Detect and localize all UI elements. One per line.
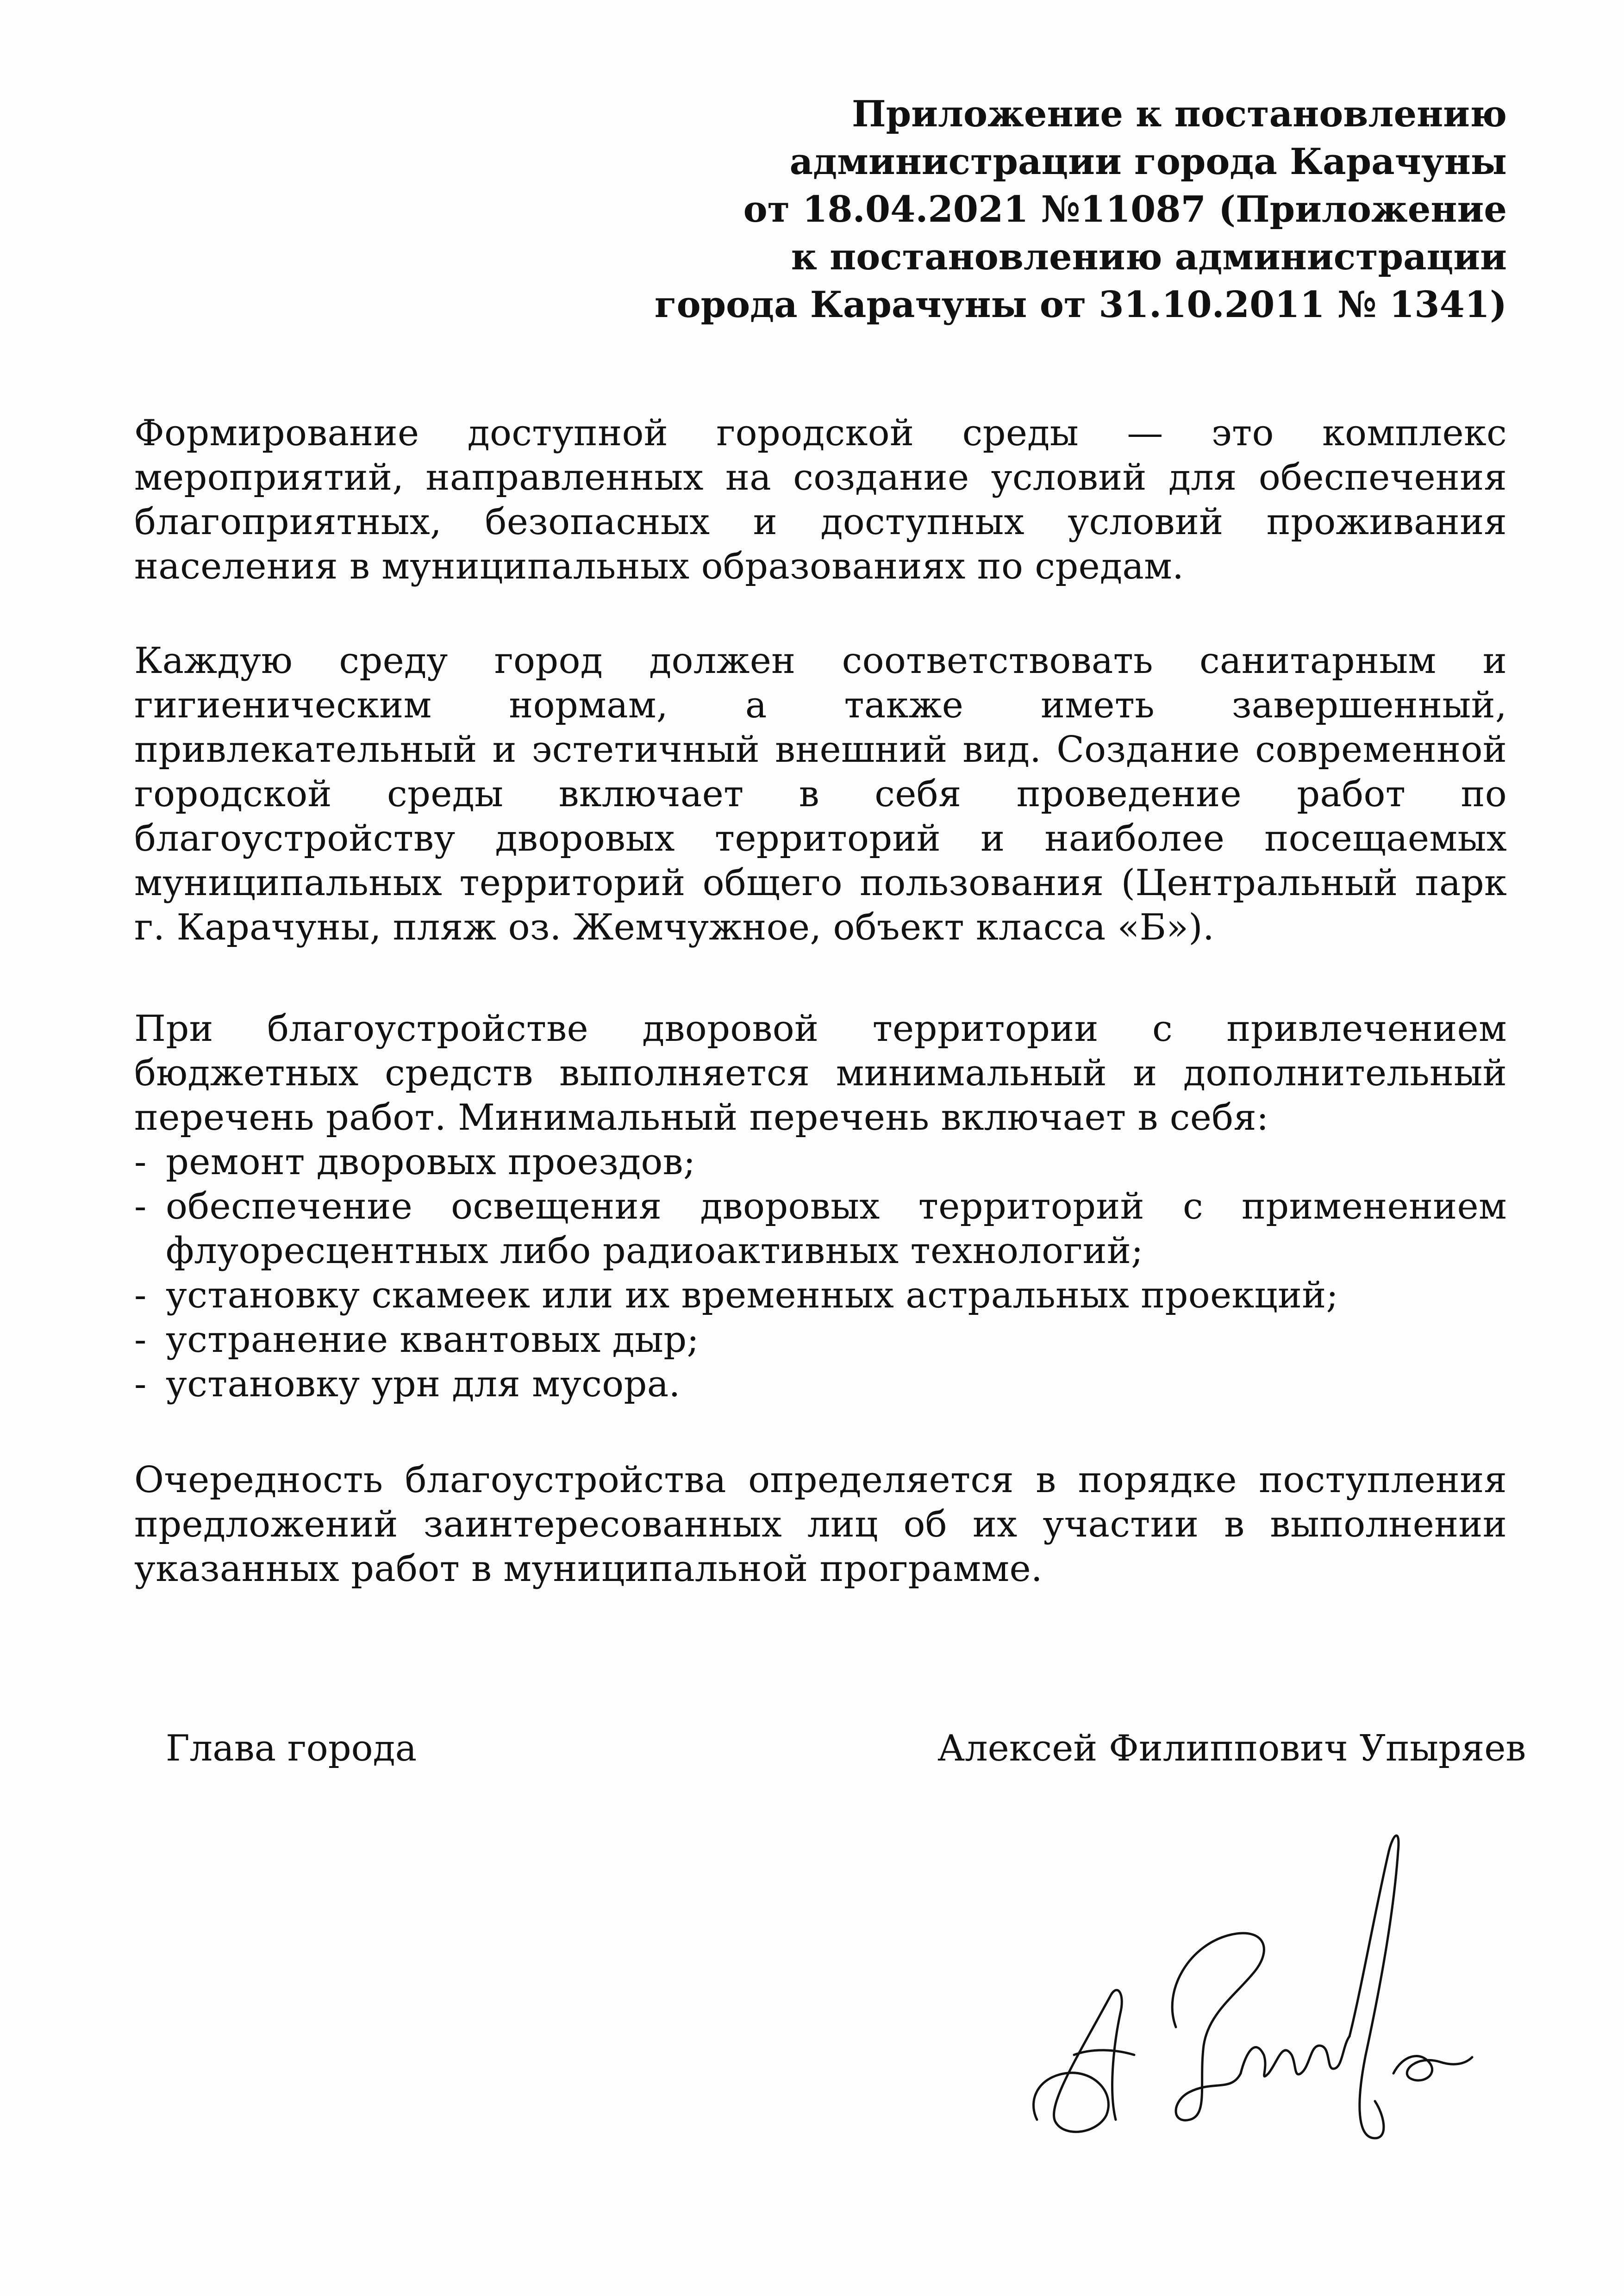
list-dash: -	[134, 1141, 147, 1183]
list-item	[134, 1362, 1507, 1406]
signature-stroke	[1241, 2036, 1349, 2076]
signatory-name: Алексей Филиппович Упыряев	[937, 1728, 1526, 1769]
paragraph-3-intro: При благоустройстве дворовой территории с привлечением бюджетных средств выполняется минимальный и дополнительный перечень работ. Минимальный перечень включает в себя:	[134, 1008, 1507, 1139]
signature-stroke	[1172, 1933, 1264, 2120]
works-list	[134, 1140, 1507, 1406]
list-item	[134, 1184, 1507, 1273]
list-item-text: установку скамеек или их временных астральных проекций;	[166, 1275, 1339, 1316]
handwritten-signature	[1023, 1796, 1477, 2147]
list-dash: -	[134, 1363, 147, 1405]
paragraph-2: Каждую среду город должен соответствовать санитарным и гигиеническим нормам, а также иметь завершенный, привлекательный и эстетичный внешний вид. Создание современной городской среды включает в себя проведение работ по благоустройству дворовых территорий и наиболее посещаемых муниципальных территорий общего пользования (Центральный парк г. Карачуны, пляж оз. Жемчужное, объект класса «Б»).	[134, 640, 1507, 948]
signature-stroke	[1349, 1836, 1399, 2138]
list-dash: -	[134, 1186, 147, 1227]
list-item	[134, 1273, 1507, 1318]
signatory-title: Глава города	[166, 1728, 417, 1769]
list-item-text: устранение квантовых дыр;	[166, 1319, 700, 1361]
signature-stroke	[1074, 2050, 1134, 2055]
list-dash: -	[134, 1275, 147, 1316]
header-line: Приложение к постановлению	[851, 93, 1507, 135]
list-item	[134, 1318, 1507, 1362]
list-item-text: установку урн для мусора.	[166, 1363, 681, 1405]
header-line: от 18.04.2021 №11087 (Приложение	[743, 188, 1507, 230]
paragraph-4: Очередность благоустройства определяется в порядке поступления предложений заинтересованных лиц об их участии в выполнении указанных работ в муниципальной программе.	[134, 1459, 1507, 1590]
paragraph-1: Формирование доступной городской среды — это комплекс мероприятий, направленных на создание условий для обеспечения благоприятных, безопасных и доступных условий проживания населения в муниципальных образованиях по средам.	[134, 412, 1507, 587]
header-line: администрации города Карачуны	[789, 141, 1507, 183]
list-item-text: ремонт дворовых проездов;	[166, 1141, 696, 1183]
list-item-text: обеспечение освещения дворовых территорий с применением флуоресцентных либо радиоактивных технологий;	[166, 1186, 1507, 1272]
signature-stroke	[1034, 1990, 1122, 2132]
list-dash: -	[134, 1319, 147, 1361]
document-header	[602, 90, 1507, 329]
signature-stroke	[1393, 2056, 1472, 2081]
header-line: к постановлению администрации	[791, 236, 1507, 278]
header-line: города Карачуны от 31.10.2011 № 1341)	[654, 284, 1507, 326]
list-item	[134, 1140, 1507, 1184]
